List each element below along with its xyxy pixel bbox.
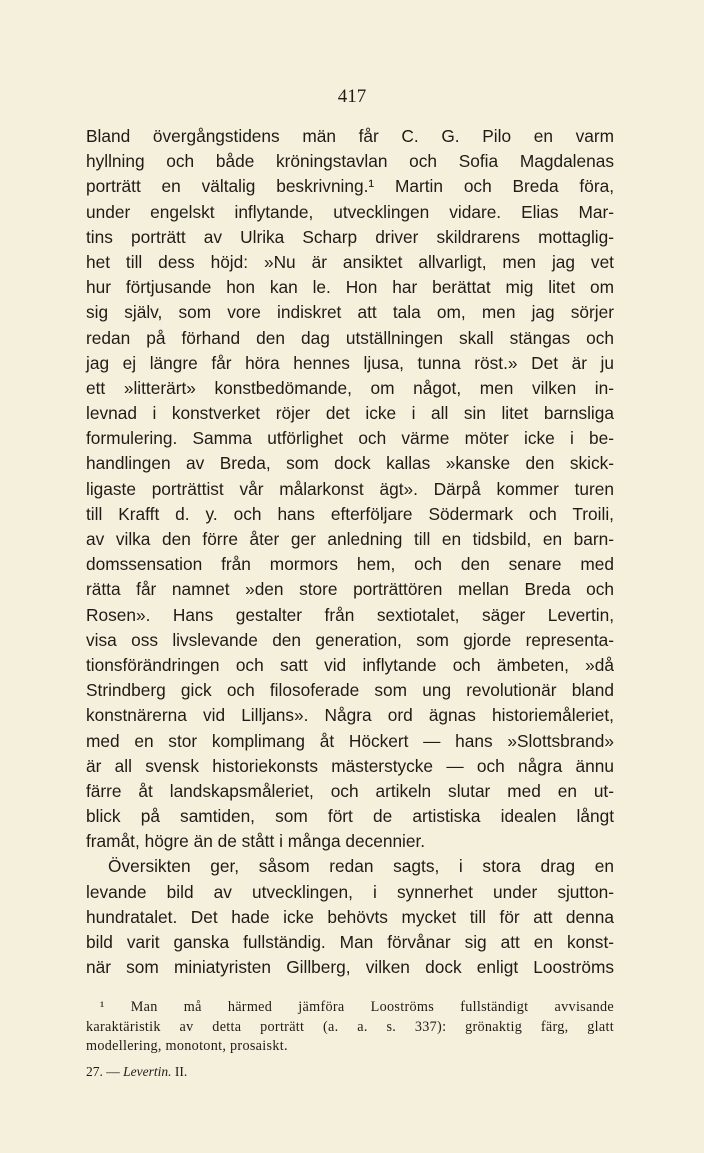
- signature-volume: II.: [174, 1064, 188, 1079]
- signature-sheet: 27. —: [86, 1064, 120, 1079]
- text-line: när som miniatyristen Gillberg, vilken dock enligt Looströms: [86, 957, 614, 978]
- text-line: blick på samtiden, som fört de artistiska idealen långt: [86, 806, 614, 827]
- footnote: [86, 998, 614, 1057]
- text-line: domssensation från mormors hem, och den senare med: [86, 554, 614, 575]
- text-line: ligaste porträttist vår målarkonst ägt». Därpå kommer turen: [86, 478, 614, 499]
- text-line: redan på förhand den dag utställningen skall stängas och: [86, 327, 614, 348]
- text-line: Strindberg gick och filosoferade som ung revolutionär bland: [86, 680, 614, 701]
- text-line: är all svensk historiekonsts mästerstycke — och några ännu: [86, 755, 614, 776]
- body-text: [86, 124, 614, 980]
- text-line: sig själv, som vore indiskret att tala om, men jag sörjer: [86, 302, 614, 323]
- text-line: under engelskt inflytande, utvecklingen vidare. Elias Mar-: [86, 201, 614, 222]
- text-line: formulering. Samma utförlighet och värme möter icke i be-: [86, 428, 614, 449]
- text-line: Bland övergångstidens män får C. G. Pilo en varm: [86, 126, 614, 146]
- text-line: porträtt en vältalig beskrivning.¹ Martin och Breda föra,: [86, 176, 614, 197]
- text-line: jag ej längre får höra hennes ljusa, tunna röst.» Det är ju: [86, 352, 614, 373]
- text-line: tionsförändringen och satt vid inflytande och ämbeten, »då: [86, 654, 614, 675]
- text-line: till Krafft d. y. och hans efterföljare Södermark och Troili,: [86, 503, 614, 524]
- text-line: färre åt landskapsmåleriet, och artikeln slutar med en ut-: [86, 780, 614, 801]
- printer-signature: [86, 1064, 187, 1080]
- text-line: tins porträtt av Ulrika Scharp driver skildrarens mottaglig-: [86, 226, 614, 247]
- text-line: hundratalet. Det hade icke behövts mycket till för att denna: [86, 906, 614, 927]
- text-line: av vilka den förre åter ger anledning till en tidsbild, en barn-: [86, 529, 614, 549]
- text-line: framåt, högre än de stått i många decennier.: [86, 831, 426, 852]
- page-number: 417: [337, 86, 367, 107]
- footnote-line: karaktäristik av detta porträtt (a. a. s. 337): grönaktig färg, glatt: [86, 1018, 614, 1035]
- signature-author: Levertin.: [123, 1064, 172, 1079]
- footnote-line: modellering, monotont, prosaiskt.: [86, 1038, 288, 1054]
- text-line: hyllning och både kröningstavlan och Sofia Magdalenas: [86, 151, 614, 172]
- text-line: het till dess höjd: »Nu är ansiktet allvarligt, men jag vet: [86, 251, 614, 272]
- text-line: visa oss livslevande den generation, som gjorde representa-: [86, 629, 614, 650]
- text-line: hur förtjusande hon kan le. Hon har berättat mig litet om: [86, 277, 614, 298]
- text-line: Rosen». Hans gestalter från sextiotalet, säger Levertin,: [86, 604, 614, 625]
- text-line: med en stor komplimang åt Höckert — hans »Slottsbrand»: [86, 730, 614, 751]
- text-line: rätta får namnet »den store porträttören mellan Breda och: [86, 579, 614, 600]
- text-line: levnad i konstverket röjer det icke i all sin litet barnsliga: [86, 403, 614, 424]
- text-line: Översikten ger, såsom redan sagts, i stora drag en: [108, 856, 614, 877]
- text-line: konstnärerna vid Lilljans». Några ord ägnas historiemåleriet,: [86, 705, 614, 726]
- text-line: levande bild av utvecklingen, i synnerhet under sjutton-: [86, 881, 614, 902]
- footnote-line: ¹ Man må härmed jämföra Looströms fullständigt avvisande: [100, 999, 614, 1015]
- text-line: handlingen av Breda, som dock kallas »kanske den skick-: [86, 453, 614, 474]
- text-line: ett »litterärt» konstbedömande, om något, men vilken in-: [86, 377, 614, 398]
- text-line: bild varit ganska fullständig. Man förvånar sig att en konst-: [86, 932, 614, 952]
